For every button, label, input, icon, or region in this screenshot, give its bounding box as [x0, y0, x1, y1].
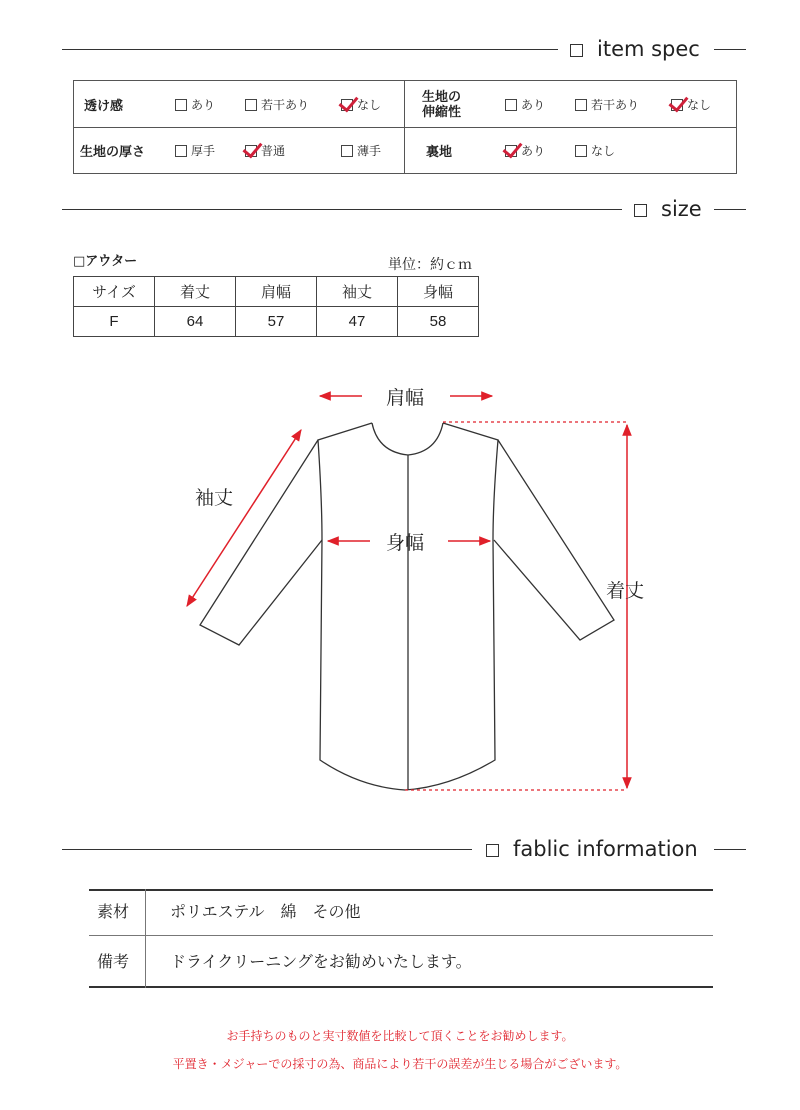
- size-header-cell: 袖丈: [317, 277, 398, 307]
- material-label: 素材: [97, 902, 130, 921]
- square-icon: [570, 44, 583, 57]
- size-rule-right: [714, 209, 746, 210]
- coat-outline: [200, 423, 614, 790]
- transparency-label: 透け感: [84, 99, 124, 114]
- stretch-option-yes[interactable]: あり: [505, 97, 545, 113]
- fabric-table: [89, 889, 713, 988]
- checkbox-icon[interactable]: [175, 99, 187, 111]
- fabric-title: fablic information: [486, 837, 698, 861]
- checkbox-icon[interactable]: [575, 145, 587, 157]
- checked-checkbox-icon[interactable]: [505, 145, 517, 157]
- thickness-option-normal[interactable]: 普通: [245, 143, 285, 159]
- size-header-cell: 着丈: [155, 277, 236, 307]
- item-spec-rule-right: [714, 49, 746, 50]
- size-value-cell: 64: [155, 307, 236, 337]
- fabric-rule-left: [62, 849, 472, 850]
- thickness-label: 生地の厚さ: [80, 145, 146, 160]
- size-header-cell: 身幅: [398, 277, 479, 307]
- lining-option-no[interactable]: なし: [575, 143, 615, 159]
- shoulder-label: 肩幅: [386, 387, 425, 409]
- note-compare: お手持ちのものと実寸数値を比較して頂くことをお勧めします。: [226, 1029, 574, 1043]
- size-table-title: □アウター: [73, 254, 138, 269]
- size-rule-left: [62, 209, 622, 210]
- size-title: size: [634, 197, 702, 221]
- sleeve-label: 袖丈: [195, 487, 234, 509]
- transparency-option-no[interactable]: なし: [341, 97, 381, 113]
- item-spec-title: item spec: [570, 37, 700, 61]
- checkbox-icon[interactable]: [175, 145, 187, 157]
- checked-checkbox-icon[interactable]: [245, 145, 257, 157]
- checkbox-icon[interactable]: [245, 99, 257, 111]
- garment-diagram: [0, 370, 800, 810]
- lining-label: 裏地: [426, 145, 453, 160]
- thickness-option-thick[interactable]: 厚手: [175, 143, 215, 159]
- stretch-label: 生地の 伸縮性: [422, 90, 462, 120]
- size-value-cell: 58: [398, 307, 479, 337]
- body-width-label: 身幅: [386, 532, 425, 554]
- size-unit: 単位：約ｃｍ: [388, 257, 472, 273]
- square-icon: [486, 844, 499, 857]
- note-measurement: 平置き・メジャーでの採寸の為、商品により若干の誤差が生じる場合がございます。: [172, 1057, 628, 1071]
- sleeve-arrow: [187, 430, 301, 606]
- transparency-option-yes[interactable]: あり: [175, 97, 215, 113]
- size-value-cell: 47: [317, 307, 398, 337]
- size-value-cell: 57: [236, 307, 317, 337]
- checked-checkbox-icon[interactable]: [671, 99, 683, 111]
- transparency-option-slight[interactable]: 若干あり: [245, 97, 309, 113]
- size-header-cell: 肩幅: [236, 277, 317, 307]
- material-value: ポリエステル 綿 その他: [170, 902, 361, 921]
- remarks-value: ドライクリーニングをお勧めいたします。: [170, 952, 472, 971]
- checkbox-icon[interactable]: [575, 99, 587, 111]
- remarks-label: 備考: [97, 952, 130, 971]
- checked-checkbox-icon[interactable]: [341, 99, 353, 111]
- thickness-option-thin[interactable]: 薄手: [341, 143, 381, 159]
- size-table-header-row: [74, 277, 479, 307]
- lining-option-yes[interactable]: あり: [505, 143, 545, 159]
- checkbox-icon[interactable]: [341, 145, 353, 157]
- size-header-cell: サイズ: [74, 277, 155, 307]
- item-spec-rule-left: [62, 49, 558, 50]
- size-table: [73, 276, 479, 337]
- fabric-rule-right: [714, 849, 746, 850]
- stretch-option-slight[interactable]: 若干あり: [575, 97, 639, 113]
- checkbox-icon[interactable]: [505, 99, 517, 111]
- size-value-cell: F: [74, 307, 155, 337]
- item-spec-table: [73, 80, 737, 174]
- size-table-row: [74, 307, 479, 337]
- stretch-option-no[interactable]: なし: [671, 97, 711, 113]
- length-label: 着丈: [606, 580, 645, 602]
- square-icon: [634, 204, 647, 217]
